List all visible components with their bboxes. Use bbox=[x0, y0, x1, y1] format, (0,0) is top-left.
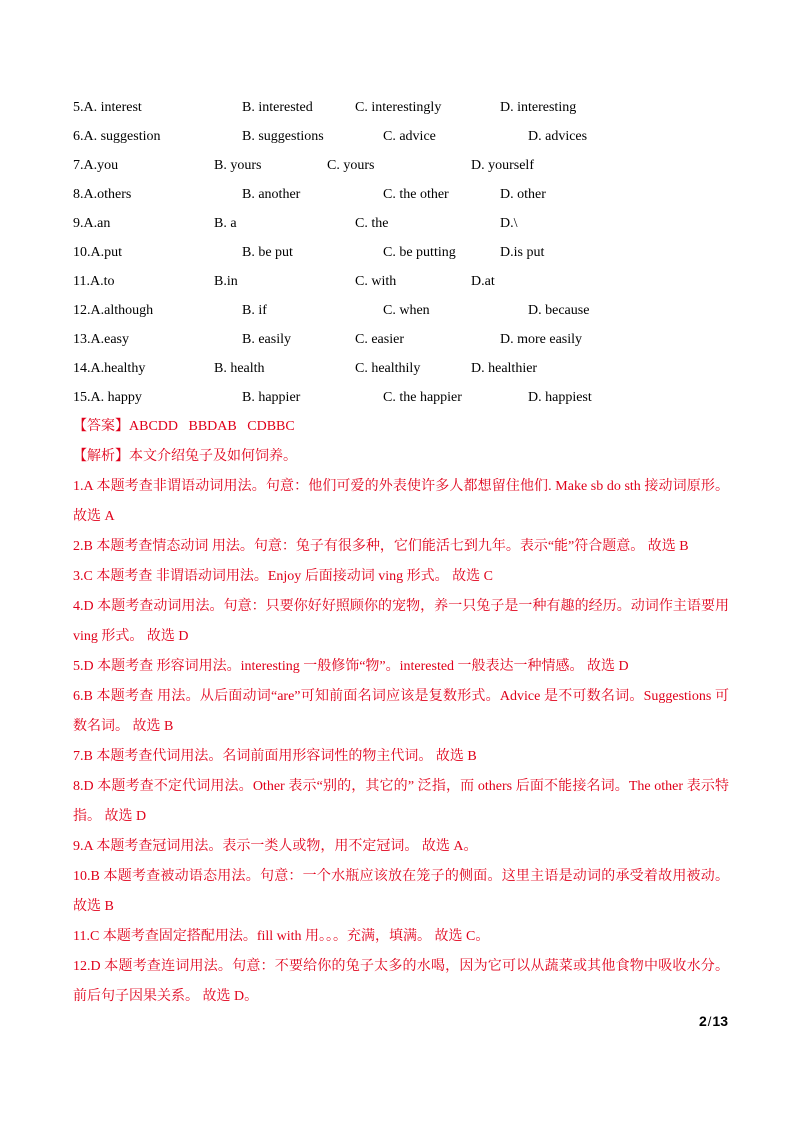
option-a: 7.A.you bbox=[73, 158, 119, 173]
page-separator: / bbox=[707, 1014, 712, 1029]
option-b: B. yours bbox=[214, 158, 262, 173]
option-a: 9.A.an bbox=[73, 216, 111, 231]
page-current: 2 bbox=[699, 1013, 707, 1029]
option-b: B. be put bbox=[242, 245, 293, 260]
option-c: C. the happier bbox=[383, 390, 462, 405]
option-b: B. if bbox=[242, 303, 267, 318]
option-d: D. because bbox=[528, 303, 590, 318]
answer-label: 【答案】 bbox=[73, 419, 129, 434]
explanation-item: 1.A 本题考查非谓语动词用法。句意：他们可爱的外表使许多人都想留住他们. Make sb do sth 接动词原形。 故选 A bbox=[73, 479, 729, 524]
analysis-label: 【解析】 bbox=[73, 449, 129, 464]
option-c: C. the bbox=[355, 216, 389, 231]
option-c: C. advice bbox=[383, 129, 436, 144]
explanation-item: 2.B 本题考查情态动词 用法。句意：兔子有很多种，它们能活七到九年。表示“能”符合题意。 故选 B bbox=[73, 539, 689, 554]
option-b: B.in bbox=[214, 274, 238, 289]
option-a: 15.A. happy bbox=[73, 390, 142, 405]
option-a: 10.A.put bbox=[73, 245, 122, 260]
option-a: 13.A.easy bbox=[73, 332, 129, 347]
page-total: 13 bbox=[712, 1013, 728, 1029]
page-number bbox=[699, 1013, 728, 1029]
option-d: D.at bbox=[471, 274, 495, 289]
option-c: C. yours bbox=[327, 158, 375, 173]
option-c: C. when bbox=[383, 303, 430, 318]
option-c: C. with bbox=[355, 274, 397, 289]
option-d: D. advices bbox=[528, 129, 588, 144]
option-d: D. healthier bbox=[471, 361, 538, 376]
option-d: D.\ bbox=[500, 216, 518, 231]
answer-value: ABCDD BBDAB CDBBC bbox=[129, 419, 295, 434]
explanations bbox=[73, 472, 729, 1012]
option-d: D. more easily bbox=[500, 332, 583, 347]
explanation-item: 4.D 本题考查动词用法。句意：只要你好好照顾你的宠物，养一只兔子是一种有趣的经历。动词作主语要用 ving 形式。 故选 D bbox=[73, 599, 729, 644]
option-c: C. healthily bbox=[355, 361, 421, 376]
option-c: C. the other bbox=[383, 187, 449, 202]
option-a: 8.A.others bbox=[73, 187, 132, 202]
option-b: B. happier bbox=[242, 390, 301, 405]
option-a: 6.A. suggestion bbox=[73, 129, 161, 144]
option-b: B. health bbox=[214, 361, 265, 376]
option-c: C. interestingly bbox=[355, 100, 442, 115]
explanation-item: 7.B 本题考查代词用法。名词前面用形容词性的物主代词。 故选 B bbox=[73, 749, 477, 764]
option-a: 12.A.although bbox=[73, 303, 154, 318]
option-a: 11.A.to bbox=[73, 274, 115, 289]
explanation-item: 10.B 本题考查被动语态用法。句意：一个水瓶应该放在笼子的侧面。这里主语是动词的承受着故用被动。 故选 B bbox=[73, 869, 729, 914]
explanation-item: 12.D 本题考查连词用法。句意：不要给你的兔子太多的水喝，因为它可以从蔬菜或其他食物中吸收水分。前后句子因果关系。 故选 D。 bbox=[73, 959, 729, 1004]
option-b: B. a bbox=[214, 216, 237, 231]
explanation-item: 5.D 本题考查 形容词用法。interesting 一般修饰“物”。interested 一般表达一种情感。 故选 D bbox=[73, 659, 629, 674]
option-b: B. another bbox=[242, 187, 301, 202]
option-c: C. be putting bbox=[383, 245, 456, 260]
option-b: B. interested bbox=[242, 100, 313, 115]
explanation-item: 8.D 本题考查不定代词用法。Other 表示“别的，其它的” 泛指，而 others 后面不能接名词。The other 表示特指。 故选 D bbox=[73, 779, 729, 824]
option-d: D. other bbox=[500, 187, 546, 202]
explanation-item: 9.A 本题考查冠词用法。表示一类人或物，用不定冠词。 故选 A。 bbox=[73, 839, 478, 854]
option-b: B. suggestions bbox=[242, 129, 324, 144]
option-a: 14.A.healthy bbox=[73, 361, 146, 376]
option-d: D.is put bbox=[500, 245, 545, 260]
explanation-item: 3.C 本题考查 非谓语动词用法。Enjoy 后面接动词 ving 形式。 故选 C bbox=[73, 569, 494, 584]
analysis-intro bbox=[73, 447, 297, 467]
explanation-item: 6.B 本题考查 用法。从后面动词“are”可知前面名词应该是复数形式。Advice 是不可数名词。Suggestions 可数名词。 故选 B bbox=[73, 689, 729, 734]
analysis-text: 本文介绍兔子及如何饲养。 bbox=[129, 449, 297, 464]
option-a: 5.A. interest bbox=[73, 100, 142, 115]
option-d: D. happiest bbox=[528, 390, 592, 405]
option-c: C. easier bbox=[355, 332, 404, 347]
answer-key bbox=[73, 417, 295, 437]
option-d: D. interesting bbox=[500, 100, 577, 115]
explanation-item: 11.C 本题考查固定搭配用法。fill with 用。。。充满，填满。 故选 C。 bbox=[73, 929, 490, 944]
option-d: D. yourself bbox=[471, 158, 534, 173]
option-b: B. easily bbox=[242, 332, 291, 347]
